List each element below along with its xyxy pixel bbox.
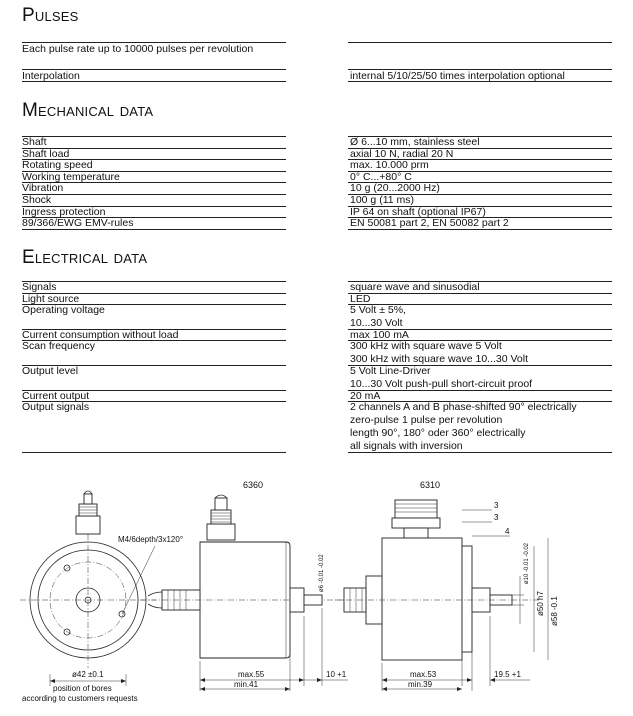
- divider: [22, 136, 286, 137]
- spec-label: Shaft load: [22, 147, 70, 160]
- front-view: [20, 491, 183, 703]
- bores-caption-2: according to customers requests: [22, 694, 138, 703]
- spec-label: Rotating speed: [22, 159, 93, 172]
- spec-label: Signals: [22, 281, 57, 293]
- right-dia-58-dim: ø58 -0.1: [550, 596, 559, 626]
- spec-value-line: 300 kHz with square wave 10...30 Volt: [350, 353, 529, 366]
- section-heading-mechanical: Mechanical data: [22, 100, 154, 121]
- bores-note: M4/6depth/3x120°: [118, 535, 184, 544]
- spec-value-line: all signals with inversion: [350, 440, 463, 453]
- side-view-6310: [335, 500, 559, 691]
- divider: [22, 81, 286, 82]
- spec-label: Ingress protection: [22, 205, 106, 218]
- spec-label: Output signals: [22, 401, 90, 414]
- spec-value: 20 mA: [350, 389, 381, 402]
- spec-label: Shock: [22, 194, 52, 206]
- model-label-left: 6360: [243, 480, 264, 490]
- spec-label: Vibration: [22, 182, 64, 195]
- spec-value: IP 64 on shaft (optional IP67): [350, 205, 486, 218]
- spec-value: 2 channels A and B phase-shifted 90° electrically: [350, 401, 577, 414]
- left-shaft-length-dim: 10 +1: [326, 670, 347, 679]
- divider: [22, 281, 286, 282]
- spec-label: Each pulse rate up to 10000 pulses per revolution: [22, 43, 254, 55]
- divider: [348, 452, 612, 453]
- spec-value: 300 kHz with square wave 5 Volt: [350, 340, 502, 353]
- spec-label: Working temperature: [22, 170, 120, 183]
- technical-drawing: [0, 476, 633, 716]
- right-min-dim: min.39: [408, 680, 433, 689]
- spec-label: Current output: [22, 389, 90, 402]
- right-dim-4: 4: [505, 527, 510, 536]
- spec-label: 89/366/EWG EMV-rules: [22, 217, 134, 230]
- left-shaft-diameter-dim: ø6 -0.01 -0.02: [319, 554, 325, 592]
- spec-value: max. 10.000 prm: [350, 159, 429, 172]
- bores-caption-1: position of bores: [53, 684, 112, 693]
- spec-value: 5 Volt ± 5%,: [350, 304, 406, 317]
- spec-value-line: zero-pulse 1 pulse per revolution: [350, 414, 503, 427]
- divider: [22, 194, 286, 195]
- spec-value: 0° C...+80° C: [350, 170, 412, 183]
- spec-value: 100 g (11 ms): [350, 194, 414, 206]
- right-dia-50-dim: ø50 h7: [536, 591, 545, 616]
- right-max-dim: max.53: [410, 670, 437, 679]
- spec-value-line: 10...30 Volt: [350, 317, 403, 330]
- right-dim-3b: 3: [494, 513, 499, 522]
- divider: [348, 81, 612, 82]
- spec-label: Interpolation: [22, 70, 80, 82]
- spec-value: square wave and sinusodial: [350, 281, 480, 293]
- divider: [22, 452, 286, 453]
- divider: [348, 390, 612, 391]
- spec-value: LED: [350, 292, 371, 305]
- divider: [348, 293, 612, 294]
- spec-label: Output level: [22, 365, 79, 377]
- spec-value: 10 g (20...2000 Hz): [350, 182, 440, 195]
- divider: [348, 42, 612, 43]
- spec-label: Operating voltage: [22, 304, 105, 317]
- spec-value: internal 5/10/25/50 times interpolation optional: [350, 70, 565, 82]
- spec-label: Current consumption without load: [22, 328, 179, 341]
- divider: [348, 229, 612, 230]
- front-diameter-dim: ø42 ±0.1: [72, 670, 104, 679]
- side-view-6360: [140, 495, 348, 691]
- spec-label: Scan frequency: [22, 340, 95, 353]
- divider: [22, 229, 286, 230]
- right-dim-3a: 3: [494, 501, 499, 510]
- left-max-dim: max.55: [238, 670, 265, 679]
- spec-value: Ø 6...10 mm, stainless steel: [350, 136, 480, 148]
- left-min-dim: min.41: [234, 680, 259, 689]
- right-shaft-diameter-dim: ø10 -0.01 -0.02: [524, 542, 530, 584]
- section-heading-electrical: Electrical data: [22, 247, 148, 268]
- model-label-right: 6310: [420, 480, 441, 490]
- section-heading-pulses: Pulses: [22, 5, 79, 26]
- spec-value-line: length 90°, 180° oder 360° electrically: [350, 427, 526, 440]
- spec-label: Shaft: [22, 136, 47, 148]
- spec-value: 5 Volt Line-Driver: [350, 365, 431, 377]
- spec-label: Light source: [22, 292, 80, 305]
- spec-value: EN 50081 part 2, EN 50082 part 2: [350, 217, 509, 230]
- right-shaft-length-dim: 19.5 +1: [494, 670, 521, 679]
- spec-value-line: 10...30 Volt push-pull short-circuit proof: [350, 378, 533, 390]
- spec-value: axial 10 N, radial 20 N: [350, 147, 454, 160]
- spec-value: max 100 mA: [350, 328, 409, 341]
